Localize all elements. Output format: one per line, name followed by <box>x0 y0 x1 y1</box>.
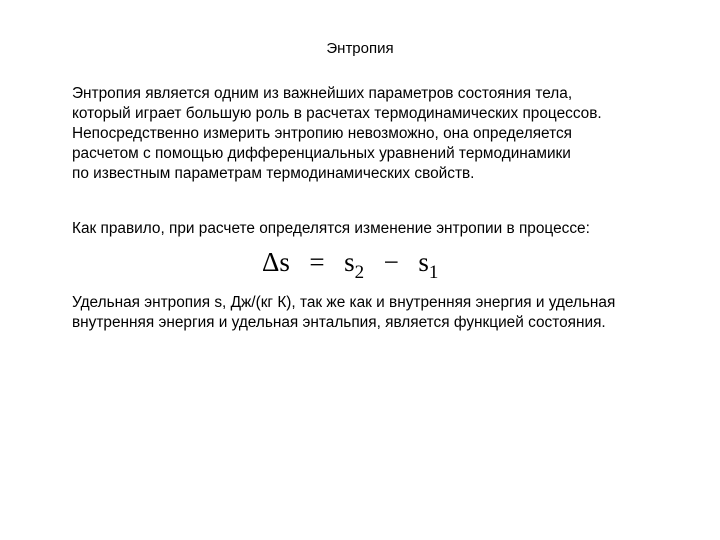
text-line: который играет большую роль в расчетах термодинамических процессов. <box>72 105 602 122</box>
formula-term-s2: s <box>344 247 355 277</box>
paragraph-entropy-definition <box>72 84 717 184</box>
text-line: Как правило, при расчете определятся изменение энтропии в процессе: <box>72 220 590 237</box>
text-line: по известным параметрам термодинамических свойств. <box>72 165 475 182</box>
formula-term-s1: s <box>418 247 429 277</box>
text-line: расчетом с помощью дифференциальных уравнений термодинамики <box>72 145 571 162</box>
formula-subscript-2: 2 <box>354 262 365 283</box>
formula-equals: = <box>309 247 325 277</box>
text-line: Энтропия является одним из важнейших параметров состояния тела, <box>72 85 573 102</box>
text-line: Удельная энтропия s, Дж/(кг К), так же как и внутренняя энергия и удельная <box>72 294 616 311</box>
formula-subscript-1: 1 <box>428 262 439 283</box>
entropy-change-formula <box>262 247 438 281</box>
slide-title: Энтропия <box>326 40 394 57</box>
text-line: Непосредственно измерить энтропию невозможно, она определяется <box>72 125 572 142</box>
formula-lhs: Δs <box>262 247 290 277</box>
paragraph-specific-entropy <box>72 293 717 333</box>
text-line: внутренняя энергия и удельная энтальпия, является функцией состояния. <box>72 314 606 331</box>
paragraph-entropy-change <box>72 219 717 239</box>
formula-minus: − <box>383 247 399 277</box>
